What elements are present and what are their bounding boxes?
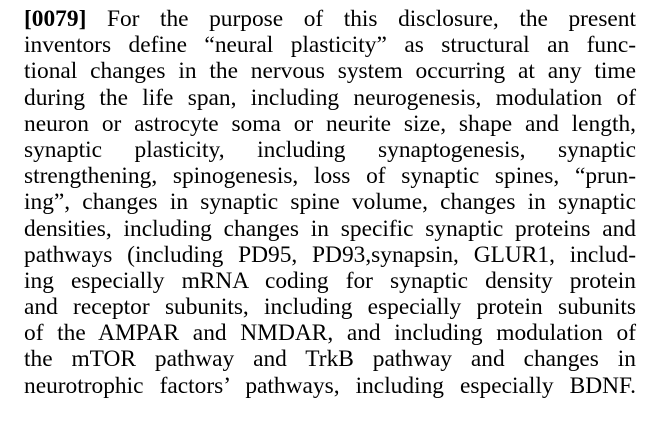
paragraph-line: during the life span, including neurogenesis, modulation of	[24, 84, 636, 111]
paragraph-line: pathways (including PD95, PD93,synapsin, GLUR1, includ-	[24, 241, 636, 268]
paragraph-line: of the AMPAR and NMDAR, and including modulation of	[24, 320, 636, 347]
paragraph-line: synaptic plasticity, including synaptogenesis, synaptic	[24, 136, 636, 163]
paragraph-line	[24, 6, 636, 32]
paragraph-line: densities, including changes in specific synaptic proteins and	[24, 215, 636, 242]
paragraph-line: inventors define “neural plasticity” as structural an func-	[24, 32, 636, 59]
paragraph-number: [0079]	[24, 6, 87, 32]
paragraph-line: the mTOR pathway and TrkB pathway and changes in	[24, 346, 636, 373]
paragraph-line: tional changes in the nervous system occurring at any time	[24, 58, 636, 85]
paragraph-line: strengthening, spinogenesis, loss of synaptic spines, “prun-	[24, 163, 636, 190]
paragraph-line: ing”, changes in synaptic spine volume, changes in synaptic	[24, 189, 636, 216]
paragraph-line: ing especially mRNA coding for synaptic density protein	[24, 267, 636, 294]
paragraph-0079	[24, 6, 636, 399]
paragraph-line-text: For the purpose of this disclosure, the present	[106, 6, 636, 32]
paragraph-line: neurotrophic factors’ pathways, including especially BDNF.	[24, 372, 636, 399]
paragraph-line: and receptor subunits, including especially protein subunits	[24, 294, 636, 321]
paragraph-line: neuron or astrocyte soma or neurite size, shape and length,	[24, 110, 636, 137]
